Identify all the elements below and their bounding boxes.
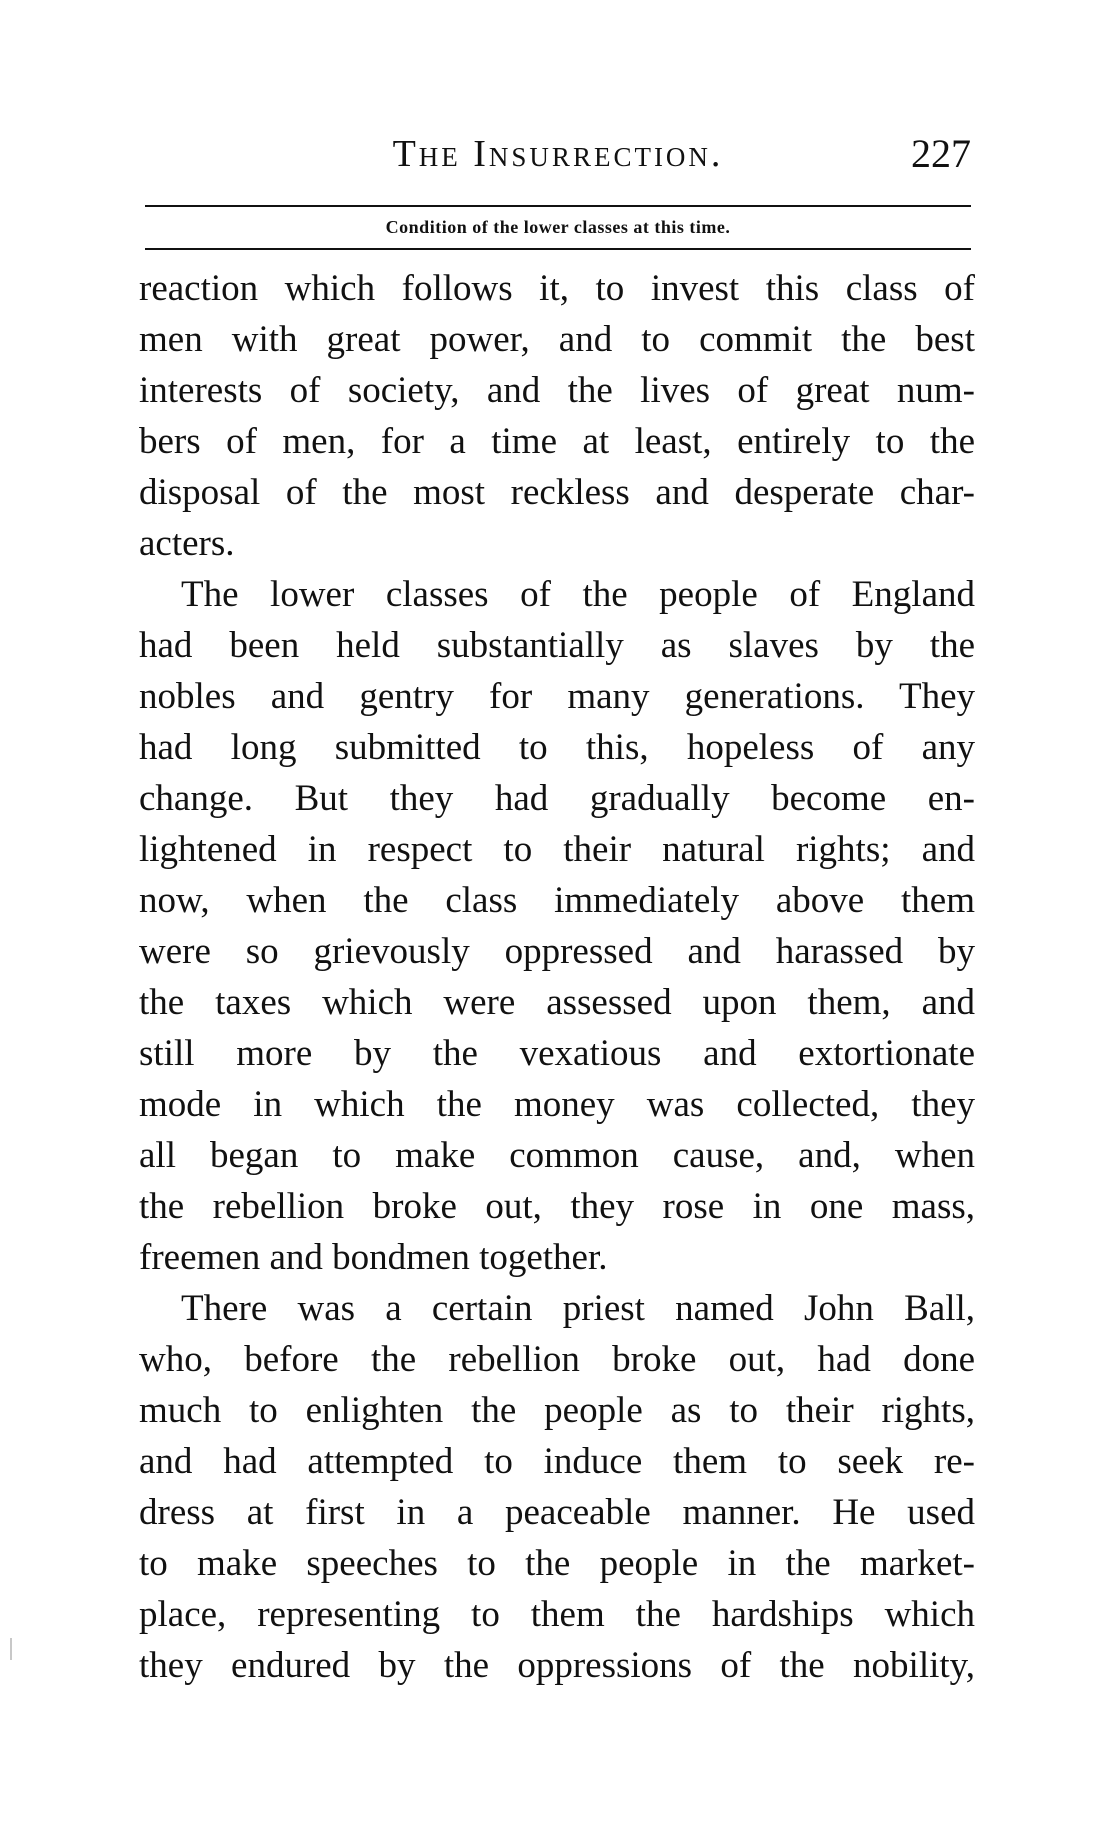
text-line: reaction which follows it, to invest this class of xyxy=(139,268,975,309)
text-line: There was a certain priest named John Ball, xyxy=(181,1288,975,1329)
text-line: The lower classes of the people of England xyxy=(181,574,975,615)
text-line: men with great power, and to commit the best xyxy=(139,319,975,360)
text-line: all began to make common cause, and, when xyxy=(139,1135,975,1176)
text-line: still more by the vexatious and extortionate xyxy=(139,1033,975,1074)
text-line: who, before the rebellion broke out, had done xyxy=(139,1339,975,1380)
text-line: now, when the class immediately above them xyxy=(139,880,975,921)
text-line: acters. xyxy=(139,523,235,564)
running-title: The Insurrection. xyxy=(392,133,724,175)
text-line: and had attempted to induce them to seek re- xyxy=(139,1441,975,1482)
header-rule-top xyxy=(145,205,971,207)
page-header xyxy=(145,132,971,184)
text-line: had long submitted to this, hopeless of any xyxy=(139,727,975,768)
header-rule-bottom xyxy=(145,248,971,250)
text-line: dress at first in a peaceable manner. He used xyxy=(139,1492,975,1533)
text-line: to make speeches to the people in the market- xyxy=(139,1543,975,1584)
text-line: the taxes which were assessed upon them, and xyxy=(139,982,975,1023)
text-line: interests of society, and the lives of great num- xyxy=(139,370,975,411)
text-line: lightened in respect to their natural rights; and xyxy=(139,829,975,870)
page-edge-mark xyxy=(10,1638,12,1660)
body-text xyxy=(139,263,975,1691)
text-line: the rebellion broke out, they rose in one mass, xyxy=(139,1186,975,1227)
text-line: mode in which the money was collected, they xyxy=(139,1084,975,1125)
page-number: 227 xyxy=(911,131,971,176)
text-line: change. But they had gradually become en- xyxy=(139,778,975,819)
text-line: were so grievously oppressed and harassed by xyxy=(139,931,975,972)
text-line: had been held substantially as slaves by the xyxy=(139,625,975,666)
text-line: much to enlighten the people as to their rights, xyxy=(139,1390,975,1431)
text-line: freemen and bondmen together. xyxy=(139,1237,608,1278)
text-line: they endured by the oppressions of the nobility, xyxy=(139,1645,975,1686)
text-line: disposal of the most reckless and desperate char- xyxy=(139,472,975,513)
text-line: bers of men, for a time at least, entirely to the xyxy=(139,421,975,462)
text-line: place, representing to them the hardships which xyxy=(139,1594,975,1635)
text-line: nobles and gentry for many generations. They xyxy=(139,676,975,717)
section-subtitle: Condition of the lower classes at this time. xyxy=(385,217,731,237)
